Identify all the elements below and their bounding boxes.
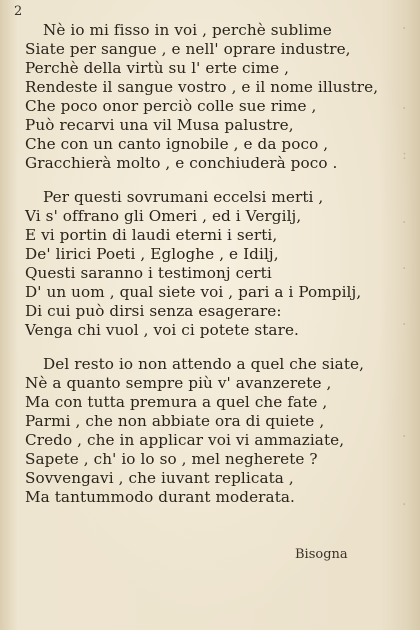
verse-line: De' lirici Poeti , Egloghe , e Idilj, bbox=[25, 245, 279, 263]
bleed-through-mark: · bbox=[402, 101, 407, 117]
bleed-through-mark: · bbox=[402, 317, 407, 333]
verse-line: Parmi , che non abbiate ora di quiete , bbox=[25, 412, 325, 430]
stanza-3 bbox=[25, 355, 385, 507]
bleed-through-mark: : bbox=[402, 147, 407, 163]
catchword: Bisogna bbox=[295, 547, 348, 562]
verse-line: Sapete , ch' io lo so , mel negherete ? bbox=[25, 450, 318, 468]
bleed-through-mark: · bbox=[402, 21, 407, 37]
bleed-through-mark: · bbox=[402, 261, 407, 277]
verse-line: Sovvengavi , che iuvant replicata , bbox=[25, 469, 294, 487]
verse-line: Che poco onor perciò colle sue rime , bbox=[25, 97, 317, 115]
verse-line: Siate per sangue , e nell' oprare industre, bbox=[25, 40, 351, 58]
verse-line: Perchè della virtù su l' erte cime , bbox=[25, 59, 290, 77]
page-number: 2 bbox=[14, 4, 24, 19]
stanza-1 bbox=[25, 21, 385, 173]
bleed-through-mark: · bbox=[402, 215, 407, 231]
verse-line: Questi saranno i testimonj certi bbox=[25, 264, 272, 282]
verse-line: Venga chi vuol , voi ci potete stare. bbox=[25, 321, 299, 339]
bleed-through-mark: · bbox=[402, 497, 407, 513]
verse-line: Che con un canto ignobile , e da poco , bbox=[25, 135, 329, 153]
verse-line: Nè io mi fisso in voi , perchè sublime bbox=[43, 21, 332, 39]
verse-line: Del resto io non attendo a quel che siate, bbox=[43, 355, 365, 373]
verse-line: Per questi sovrumani eccelsi merti , bbox=[43, 188, 324, 206]
verse-line: Rendeste il sangue vostro , e il nome illustre, bbox=[25, 78, 379, 96]
verse-line: Ma con tutta premura a quel che fate , bbox=[25, 393, 328, 411]
verse-line: Gracchierà molto , e conchiuderà poco . bbox=[25, 154, 338, 172]
verse-line: Di cui può dirsi senza esagerare: bbox=[25, 302, 282, 320]
stanza-2 bbox=[25, 188, 385, 340]
verse-line: Credo , che in applicar voi vi ammaziate, bbox=[25, 431, 345, 449]
verse-line: E vi portin di laudi eterni i serti, bbox=[25, 226, 278, 244]
verse-line: Vi s' offrano gli Omeri , ed i Vergilj, bbox=[25, 207, 302, 225]
verse-line: Nè a quanto sempre più v' avanzerete , bbox=[25, 374, 332, 392]
bleed-through-mark: · bbox=[402, 429, 407, 445]
poem-body bbox=[25, 21, 385, 522]
verse-line: Può recarvi una vil Musa palustre, bbox=[25, 116, 294, 134]
verse-line: D' un uom , qual siete voi , pari a i Pompilj, bbox=[25, 283, 362, 301]
verse-line: Ma tantummodo durant moderata. bbox=[25, 488, 295, 506]
